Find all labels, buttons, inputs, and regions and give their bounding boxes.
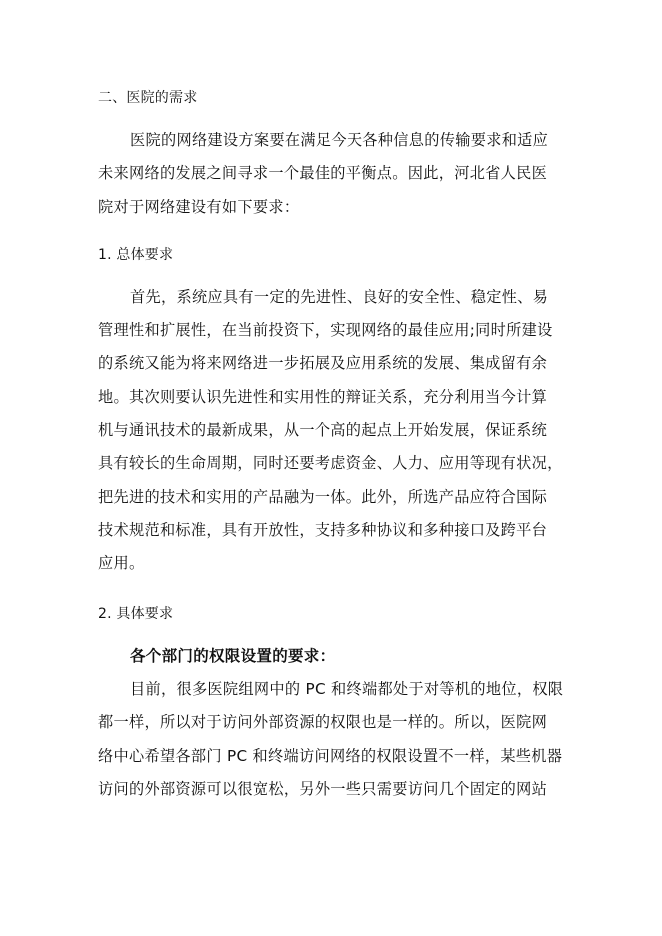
paragraph-line: 访问的外部资源可以很宽松，另外一些只需要访问几个固定的网站 xyxy=(98,780,548,798)
intro-line: 未来网络的发展之间寻求一个最佳的平衡点。因此，河北省人民医 xyxy=(98,164,548,182)
intro-line: 医院的网络建设方案要在满足今天各种信息的传输要求和适应 xyxy=(130,131,549,149)
section-title: 二、医院的需求 xyxy=(98,90,198,106)
paragraph-line: 都一样，所以对于访问外部资源的权限也是一样的。所以，医院网 xyxy=(98,713,548,731)
paragraph-line: 首先，系统应具有一定的先进性、良好的安全性、稳定性、易 xyxy=(130,288,549,306)
paragraph-line: 把先进的技术和实用的产品融为一体。此外，所选产品应符合国际 xyxy=(98,488,548,506)
paragraph-line: 应用。 xyxy=(98,554,145,572)
paragraph-line: 的系统又能为将来网络进一步拓展及应用系统的发展、集成留有余 xyxy=(98,354,548,372)
paragraph-line: 络中心希望各部门 PC 和终端访问网络的权限设置不一样，某些机器 xyxy=(98,747,563,765)
subsection1-title: 1. 总体要求 xyxy=(98,247,174,263)
paragraph-line: 技术规范和标准，具有开放性，支持多种协议和多种接口及跨平台 xyxy=(98,521,548,539)
intro-line: 院对于网络建设有如下要求： xyxy=(98,198,300,216)
paragraph-line: 目前，很多医院组网中的 PC 和终端都处于对等机的地位，权限 xyxy=(130,680,564,698)
subsection2-title: 2. 具体要求 xyxy=(98,606,174,622)
subsection2-bold-heading: 各个部门的权限设置的要求： xyxy=(130,647,336,665)
paragraph-line: 管理性和扩展性，在当前投资下，实现网络的最佳应用;同时所建设 xyxy=(98,321,553,339)
paragraph-line: 具有较长的生命周期，同时还要考虑资金、人力、应用等现有状况， xyxy=(98,454,563,472)
paragraph-line: 地。其次则要认识先进性和实用性的辩证关系，充分利用当今计算 xyxy=(98,388,548,406)
paragraph-line: 机与通讯技术的最新成果，从一个高的起点上开始发展，保证系统 xyxy=(98,421,548,439)
